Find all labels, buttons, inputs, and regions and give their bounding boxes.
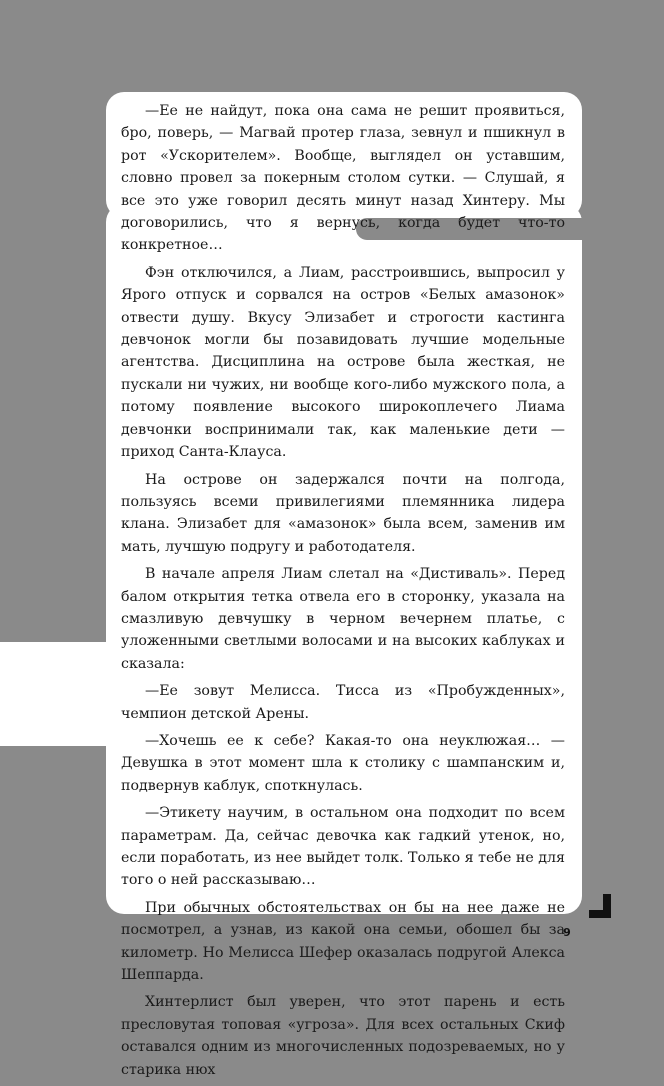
body-text — [121, 100, 565, 1086]
paragraph: Фэн отключился, а Лиам, расстроившись, выпросил у Ярого отпуск и сорвался на остров «Белых амазонок» отвести душу. Вкусу Элизабет и строгости кастинга девчонок могли бы позавидовать лучшие модельные агентства. Дисциплина на острове была жесткая, не пускали ни чужих, ни вообще кого-либо мужского пола, а потому появление высокого широкоплечего Лиама девчонки воспринимали так, как маленькие дети — приход Санта-Клауса. — [121, 264, 565, 461]
paragraph: —Ее зовут Мелисса. Тисса из «Пробужденных», чемпион детской Арены. — [121, 683, 565, 722]
paragraph: На острове он задержался почти на полгода, пользуясь всеми привилегиями племянника лидера клана. Элизабет для «амазонок» была всем, заменив им мать, лучшую подругу и работодателя. — [121, 471, 565, 555]
paragraph: —Этикету научим, в остальном она подходит по всем параметрам. Да, сейчас девочка как гадкий утенок, но, если поработать, из нее выйдет толк. Только я тебе не для того о ней рассказываю… — [121, 805, 565, 889]
paragraph: —Ее не найдут, пока она сама не решит проявиться, бро, поверь, — Магвай протер глаза, зевнул и пшикнул в рот «Ускорителем». Вообще, выглядел он уставшим, словно провел за покерным столом сутки. — Слушай, я все это уже говорил десять минут назад Хинтеру. Мы договорились, что я вернусь, когда будет что-то конкретное… — [121, 103, 565, 254]
left-white-block — [0, 642, 140, 746]
paragraph: При обычных обстоятельствах он бы на нее даже не посмотрел, а узнав, из какой она семьи, обошел бы за километр. Но Мелисса Шефер оказалась подругой Алекса Шеппарда. — [121, 899, 565, 984]
corner-mark-icon — [589, 894, 611, 918]
page-number: 9 — [563, 926, 571, 939]
paragraph: Хинтерлист был уверен, что этот парень и есть пресловутая топовая «угроза». Для всех остальных Скиф оставался одним из многочисленных подозреваемых, но у старика нюх — [121, 994, 565, 1078]
paragraph: В начале апреля Лиам слетал на «Дистиваль». Перед балом открытия тетка отвела его в сторонку, указала на смазливую девчушку в черном вечернем платье, с уложенными светлыми волосами и на высоких каблуках и сказала: — [121, 566, 565, 672]
paragraph: —Хочешь ее к себе? Какая-то она неуклюжая… — Девушка в этот момент шла к столику с шампанским и, подвернув каблук, споткнулась. — [121, 732, 565, 794]
